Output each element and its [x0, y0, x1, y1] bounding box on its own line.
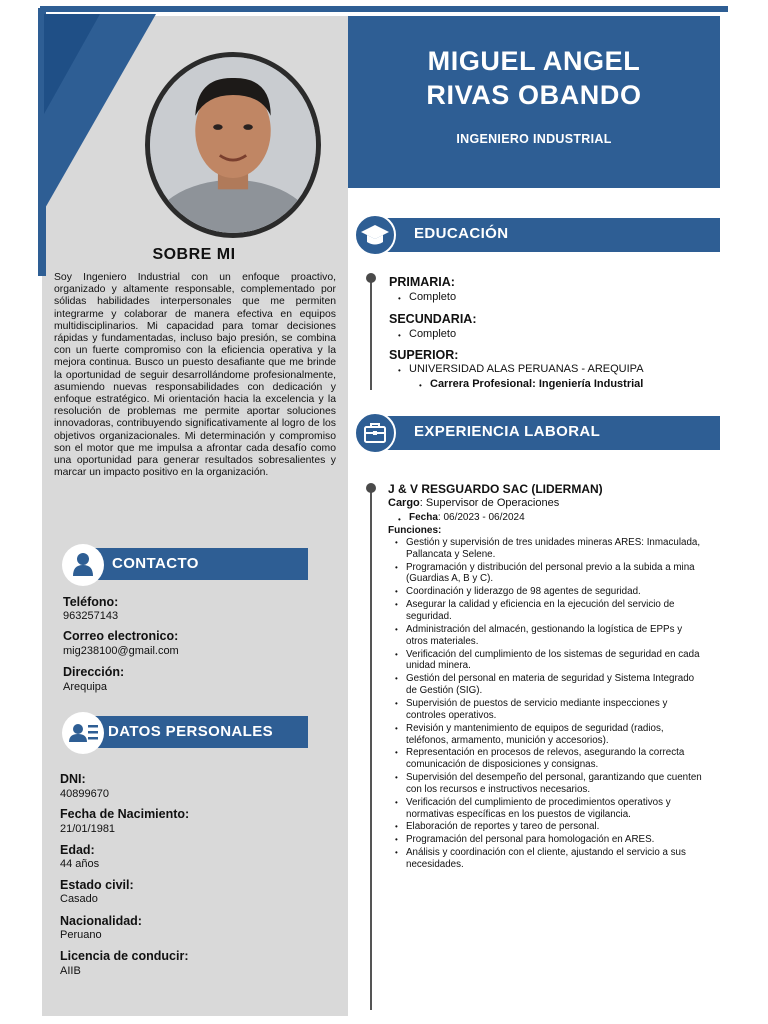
list-item: • Análisis y coordinación con el cliente, ajustando el servicio a sus necesidades.: [394, 847, 704, 871]
personal-label-license: Licencia de conducir:: [60, 949, 189, 963]
experience-timeline: [370, 490, 372, 1010]
cargo-label: Cargo: [388, 497, 420, 509]
personal-label-civil-status: Estado civil:: [60, 878, 134, 892]
company-name: J & V RESGUARDO SAC (LIDERMAN): [388, 482, 603, 496]
list-item: • Verificación del cumplimiento de procedimientos operativos y normativas específicas en los puestos de vigilancia.: [394, 797, 704, 821]
functions-list: [394, 537, 704, 872]
personal-value-civil-status: Casado: [60, 893, 98, 905]
job-title: INGENIERO INDUSTRIAL: [456, 132, 612, 146]
personal-label-birthdate: Fecha de Nacimiento:: [60, 807, 190, 821]
phone-label: Teléfono:: [63, 595, 119, 609]
corner-triangle-dark: [44, 14, 100, 114]
personal-value-dni: 40899670: [60, 788, 109, 800]
personal-value-nationality: Peruano: [60, 929, 102, 941]
education-timeline-dot: [366, 273, 376, 283]
list-item: • Gestión del personal en materia de seguridad y Sistema Integrado de Gestión (SIG).: [394, 673, 704, 697]
list-item: • Supervisión del desempeño del personal, garantizando que cuenten con los recursos e instructivos necesarios.: [394, 772, 704, 796]
about-text: Soy Ingeniero Industrial con un enfoque proactivo, organizado y altamente responsable, complementado por sólidas habilidades interpersonales que me permiten integrarme y colaborar de manera efectiva en equipos multidisciplinarios. Mi capacidad para tomar decisiones rápidas y fundamentadas, incluso bajo presión, se combina con un fuerte compromiso con la eficiencia operativa y la mejora continua. Busco un puesto desafiante que me brinde la oportunidad de seguir desarrollándome profesionalmente, asumiendo nuevas responsabilidades con dedicación y enfoque estratégico. Mi orientación hacia la excelencia y la resolución de problemas me permite aportar soluciones innovadoras, contribuyendo significativamente al logro de los objetivos organizacionales. Mi determinación y compromiso son el motor que me impulsa a afrontar cada desafío como una oportunidad para generar resultados sobresalientes y marcar un impacto positivo en la organización.: [54, 272, 336, 479]
contact-title: CONTACTO: [112, 555, 199, 572]
personal-header: [62, 714, 308, 750]
bullet-icon: •: [398, 331, 401, 340]
job-dates: [409, 512, 525, 523]
personal-label-nationality: Nacionalidad:: [60, 914, 142, 928]
list-item: • Administración del almacén, gestionando la logística de EPPs y otros materiales.: [394, 624, 704, 648]
contact-header: [62, 546, 308, 582]
personal-value-age: 44 años: [60, 858, 100, 870]
cargo-value: : Supervisor de Operaciones: [419, 497, 560, 509]
bullet-icon: •: [398, 366, 401, 375]
experience-header: [354, 414, 720, 454]
about-title: SOBRE MI: [152, 246, 236, 263]
list-item: • Programación del personal para homologación en ARES.: [394, 834, 704, 846]
experience-title: EXPERIENCIA LABORAL: [414, 423, 601, 440]
primaria-value: Completo: [409, 291, 457, 303]
job-position: [388, 497, 559, 509]
fecha-value: : 06/2023 - 06/2024: [437, 512, 525, 523]
name-line-2: RIVAS OBANDO: [426, 80, 642, 110]
personal-icon-circle: [62, 712, 104, 754]
profile-photo: [145, 52, 321, 238]
personal-label-age: Edad:: [60, 843, 95, 857]
graduation-cap-icon: [356, 216, 394, 254]
education-title: EDUCACIÓN: [414, 225, 509, 242]
id-card-icon: [62, 712, 104, 754]
email-label: Correo electronico:: [63, 629, 179, 643]
personal-value-birthdate: 21/01/1981: [60, 823, 116, 835]
education-icon-circle: [354, 214, 396, 256]
list-item: • Supervisión de puestos de servicio mediante inspecciones y controles operativos.: [394, 698, 704, 722]
fecha-label: Fecha: [409, 512, 438, 523]
primaria-label: PRIMARIA:: [389, 275, 455, 289]
list-item: • Representación en procesos de relevos, asegurando la correcta comunicación de disposiciones y consignas.: [394, 747, 704, 771]
education-header: [354, 216, 720, 256]
experience-icon-circle: [354, 412, 396, 454]
name-line-1: MIGUEL ANGEL: [427, 46, 641, 76]
list-item: • Elaboración de reportes y tareo de personal.: [394, 821, 704, 833]
name-header: [348, 16, 720, 188]
list-item: • Revisión y mantenimiento de equipos de seguridad (radios, teléfonos, armamento, munición y accesorios).: [394, 723, 704, 747]
education-timeline: [370, 276, 372, 390]
superior-label: SUPERIOR:: [389, 348, 459, 362]
email-value: mig238100@gmail.com: [63, 645, 179, 657]
list-item: • Asegurar la calidad y eficiencia en la ejecución del servicio de seguridad.: [394, 599, 704, 623]
bullet-icon: •: [398, 294, 401, 303]
bullet-icon: •: [419, 381, 422, 390]
person-icon: [62, 544, 104, 586]
briefcase-icon: [356, 414, 394, 452]
list-item: • Verificación del cumplimiento de los sistemas de seguridad en cada unidad minera.: [394, 649, 704, 673]
secundaria-value: Completo: [409, 328, 457, 340]
phone-value: 963257143: [63, 610, 119, 622]
carrera-value: Carrera Profesional: Ingeniería Industrial: [430, 378, 644, 390]
superior-value: UNIVERSIDAD ALAS PERUANAS - AREQUIPA: [409, 363, 644, 375]
personal-title: DATOS PERSONALES: [108, 723, 274, 740]
top-accent-bar: [40, 6, 728, 12]
list-item: • Programación y distribución del personal previo a la subida a mina (Guardias A, B y C).: [394, 562, 704, 586]
list-item: • Coordinación y liderazgo de 98 agentes de seguridad.: [394, 586, 704, 598]
bullet-icon: •: [398, 515, 401, 524]
experience-timeline-dot: [366, 483, 376, 493]
functions-label: Funciones:: [388, 525, 442, 536]
contact-icon-circle: [62, 544, 104, 586]
personal-value-license: AIIB: [60, 965, 81, 977]
list-item: • Gestión y supervisión de tres unidades mineras ARES: Inmaculada, Pallancata y Selene.: [394, 537, 704, 561]
profile-photo-illustration: [150, 57, 316, 233]
address-value: Arequipa: [63, 681, 108, 693]
personal-label-dni: DNI:: [60, 772, 86, 786]
address-label: Dirección:: [63, 665, 125, 679]
secundaria-label: SECUNDARIA:: [389, 312, 477, 326]
